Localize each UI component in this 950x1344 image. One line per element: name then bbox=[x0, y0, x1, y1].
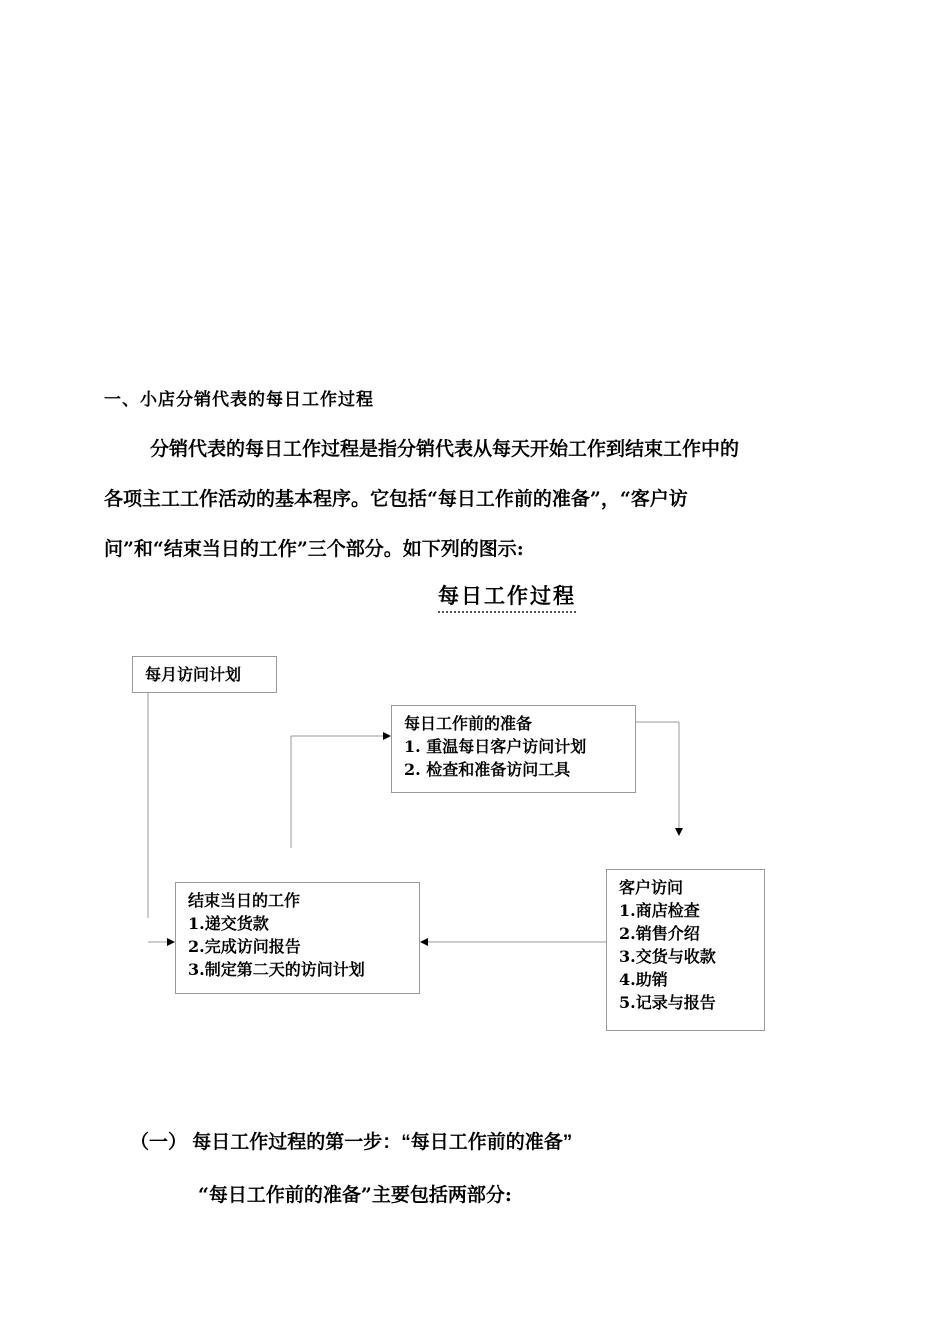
visit-item: 3.交货与收款 bbox=[619, 947, 716, 966]
end-item: 2.完成访问报告 bbox=[188, 937, 301, 956]
visit-item: 4.助销 bbox=[619, 970, 668, 989]
visit-item: 5.记录与报告 bbox=[619, 993, 716, 1012]
monthly-plan-box bbox=[132, 656, 277, 693]
prep-item: 2. 检查和准备访问工具 bbox=[404, 760, 571, 779]
section-heading: 一、小店分销代表的每日工作过程 bbox=[104, 390, 374, 410]
diagram-title: 每日工作过程 bbox=[438, 580, 576, 613]
prep-box bbox=[391, 705, 636, 793]
customer-visit-box bbox=[606, 869, 765, 1031]
intro-line-2: 各项主工工作活动的基本程序。它包括“每日工作前的准备”，“客户访 bbox=[104, 488, 688, 510]
monthly-plan-label: 每月访问计划 bbox=[145, 665, 242, 684]
end-of-day-box bbox=[175, 882, 420, 994]
prep-item: 1. 重温每日客户访问计划 bbox=[404, 737, 587, 756]
intro-line-1: 分销代表的每日工作过程是指分销代表从每天开始工作到结束工作中的 bbox=[150, 438, 740, 460]
intro-line-3: 问”和“结束当日的工作”三个部分。如下列的图示: bbox=[104, 538, 524, 560]
end-item: 1.递交货款 bbox=[188, 914, 269, 933]
subsection-heading: （一） 每日工作过程的第一步：“每日工作前的准备” bbox=[130, 1132, 573, 1153]
end-title: 结束当日的工作 bbox=[188, 891, 301, 910]
subsection-text: “每日工作前的准备”主要包括两部分: bbox=[198, 1184, 512, 1206]
end-item: 3.制定第二天的访问计划 bbox=[188, 960, 365, 979]
prep-title: 每日工作前的准备 bbox=[404, 714, 533, 733]
visit-title: 客户访问 bbox=[619, 878, 684, 897]
visit-item: 2.销售介绍 bbox=[619, 924, 700, 943]
visit-item: 1.商店检查 bbox=[619, 901, 700, 920]
